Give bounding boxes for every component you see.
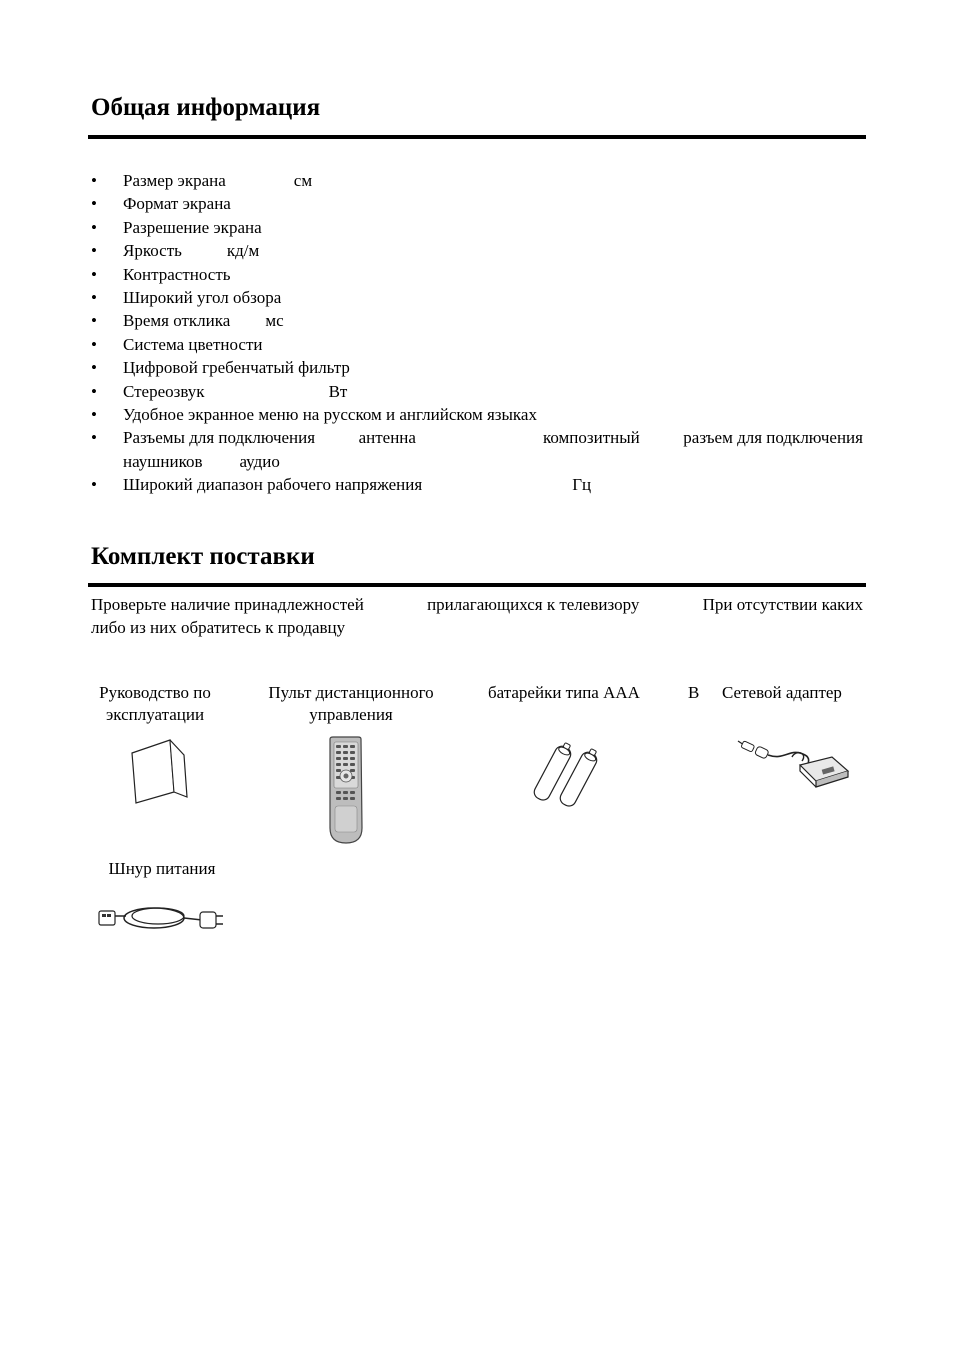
list-item: • Широкий диапазон рабочего напряжения Гц xyxy=(91,473,863,496)
list-item: • Система цветности xyxy=(91,333,863,356)
section-title-general-info: Общая информация xyxy=(91,94,321,121)
feature-list xyxy=(91,169,863,497)
aaa-batteries-icon xyxy=(530,738,604,814)
item-label-power-cord: Шнур питания xyxy=(108,859,216,878)
list-item: • Контрастность xyxy=(91,263,863,286)
power-adapter-icon xyxy=(730,735,850,793)
list-item: • Стереозвук Вт xyxy=(91,380,863,403)
intro-paragraph: Проверьте наличие принадлежностей прилагающихся к телевизору При отсутствии каких либо из них обратитесь к продавцу xyxy=(91,595,863,637)
item-label-battery-voltage: В xyxy=(688,683,700,702)
section-title-package-contents: Комплект поставки xyxy=(91,543,315,570)
item-label-batteries: батарейки типа AAA xyxy=(488,683,640,702)
title-rule xyxy=(88,135,866,139)
list-item: • Размер экрана см xyxy=(91,169,863,192)
list-item: • Яркость кд/м xyxy=(91,239,863,262)
list-item: • Цифровой гребенчатый фильтр xyxy=(91,356,863,379)
list-item: • Формат экрана xyxy=(91,192,863,215)
title-rule xyxy=(88,583,866,587)
item-label-adapter: Сетевой адаптер xyxy=(722,683,842,702)
item-label-manual: Руководство по эксплуатации xyxy=(99,683,211,724)
list-item: • Удобное экранное меню на русском и английском языках xyxy=(91,403,863,426)
list-item: • Время отклика мс xyxy=(91,309,863,332)
item-label-remote: Пульт дистанционного управления xyxy=(268,683,434,724)
list-item: • Разрешение экрана xyxy=(91,216,863,239)
list-item: • Разъемы для подключения антенна композитный разъем для подключения наушников аудио xyxy=(91,426,863,473)
list-item: • Широкий угол обзора xyxy=(91,286,863,309)
manual-booklet-icon xyxy=(124,737,196,807)
power-cord-icon xyxy=(96,898,226,938)
remote-control-icon xyxy=(326,736,366,846)
